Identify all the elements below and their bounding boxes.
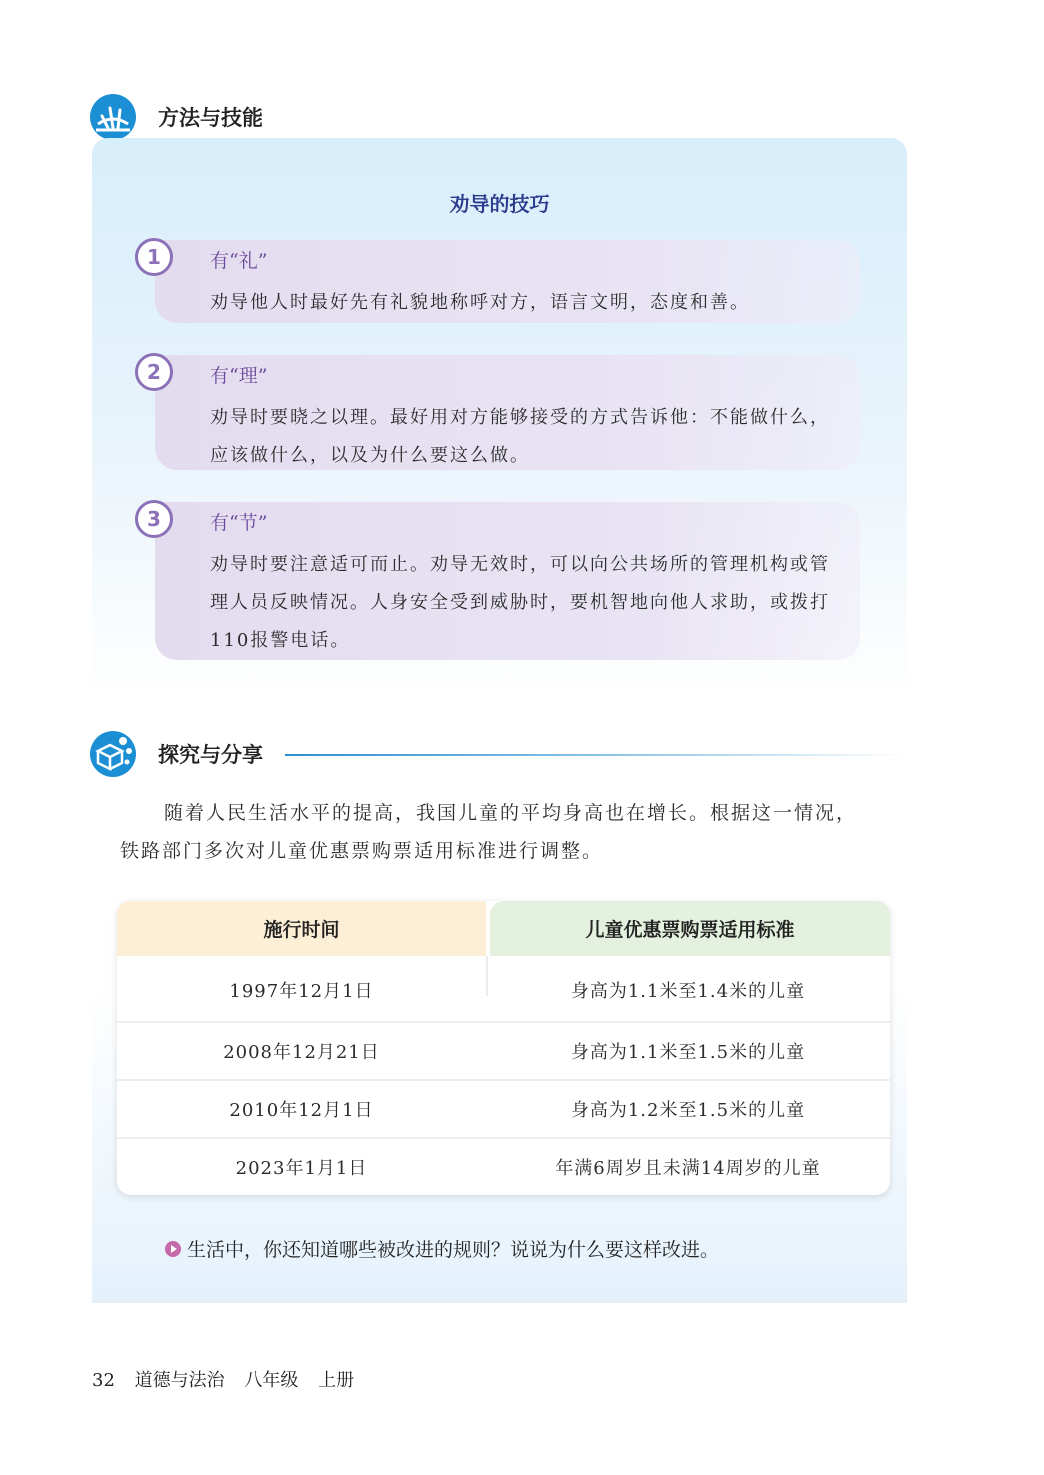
tip-number-badge: 2: [135, 353, 173, 391]
intro-line: 随着人民生活水平的提高，我国儿童的平均身高也在增长。根据这一情况，: [164, 802, 858, 824]
grade-label: 八年级: [244, 1370, 299, 1391]
tip-body: 劝导时要晓之以理。最好用对方能够接受的方式告诉他：不能做什么，应该做什么，以及为什么要这么做。: [210, 407, 830, 466]
table-cell-date: 2010年12月1日: [229, 1100, 374, 1121]
explore-section-title: 探究与分享: [158, 743, 263, 767]
table-row: [117, 1137, 890, 1195]
table-cell-date: 2023年1月1日: [235, 1158, 368, 1179]
tip-number-badge: 1: [135, 238, 173, 276]
table-cell-date: 2008年12月21日: [223, 1042, 380, 1063]
tip-card-courtesy: [147, 240, 860, 323]
table-cell-standard: 身高为1.1米至1.4米的儿童: [570, 980, 806, 1002]
table-cell-date: 1997年12月1日: [229, 980, 374, 1002]
table-row: [117, 958, 890, 1021]
methods-section-title: 方法与技能: [158, 106, 263, 130]
table-header-date: 施行时间: [117, 901, 486, 956]
explore-share-icon: [90, 731, 136, 777]
tip-body: 劝导他人时最好先有礼貌地称呼对方，语言文明，态度和善。: [210, 292, 750, 313]
table-cell-standard: 身高为1.2米至1.5米的儿童: [570, 1100, 806, 1121]
tip-heading: 有“节”: [210, 512, 268, 534]
methods-skills-icon: [90, 94, 136, 140]
ticket-standard-table: [117, 901, 890, 1195]
intro-line: 铁路部门多次对儿童优惠票购票适用标准进行调整。: [120, 840, 604, 862]
table-header-standard: 儿童优惠票购票适用标准: [490, 901, 890, 956]
volume-label: 上册: [318, 1370, 355, 1391]
tip-heading: 有“礼”: [210, 250, 268, 272]
question-text: 生活中，你还知道哪些被改进的规则？说说为什么要这样改进。: [187, 1239, 720, 1261]
methods-panel: [92, 138, 907, 698]
discussion-question: [165, 1235, 719, 1262]
table-row: [117, 1079, 890, 1137]
tip-card-reason: [147, 355, 860, 470]
book-title: 道德与法治: [134, 1370, 225, 1391]
page-footer: [92, 1366, 368, 1392]
explore-intro: [120, 794, 900, 870]
table-cell-standard: 年满6周岁且未满14周岁的儿童: [555, 1158, 821, 1179]
table-cell-standard: 身高为1.1米至1.5米的儿童: [570, 1042, 806, 1063]
methods-section-header: [90, 94, 263, 140]
tip-card-moderation: [147, 502, 860, 660]
tip-number-badge: 3: [135, 500, 173, 538]
table-row: [117, 1021, 890, 1079]
explore-section-header: [90, 731, 263, 777]
page-number: 32: [92, 1370, 115, 1391]
tip-heading: 有“理”: [210, 365, 268, 387]
panel-title: 劝导的技巧: [449, 192, 550, 216]
section-divider-line: [285, 754, 905, 756]
play-bullet-icon: [165, 1241, 181, 1257]
tip-body: 劝导时要注意适可而止。劝导无效时，可以向公共场所的管理机构或管理人员反映情况。人身安全受到威胁时，要机智地向他人求助，或拨打110报警电话。: [210, 554, 830, 651]
